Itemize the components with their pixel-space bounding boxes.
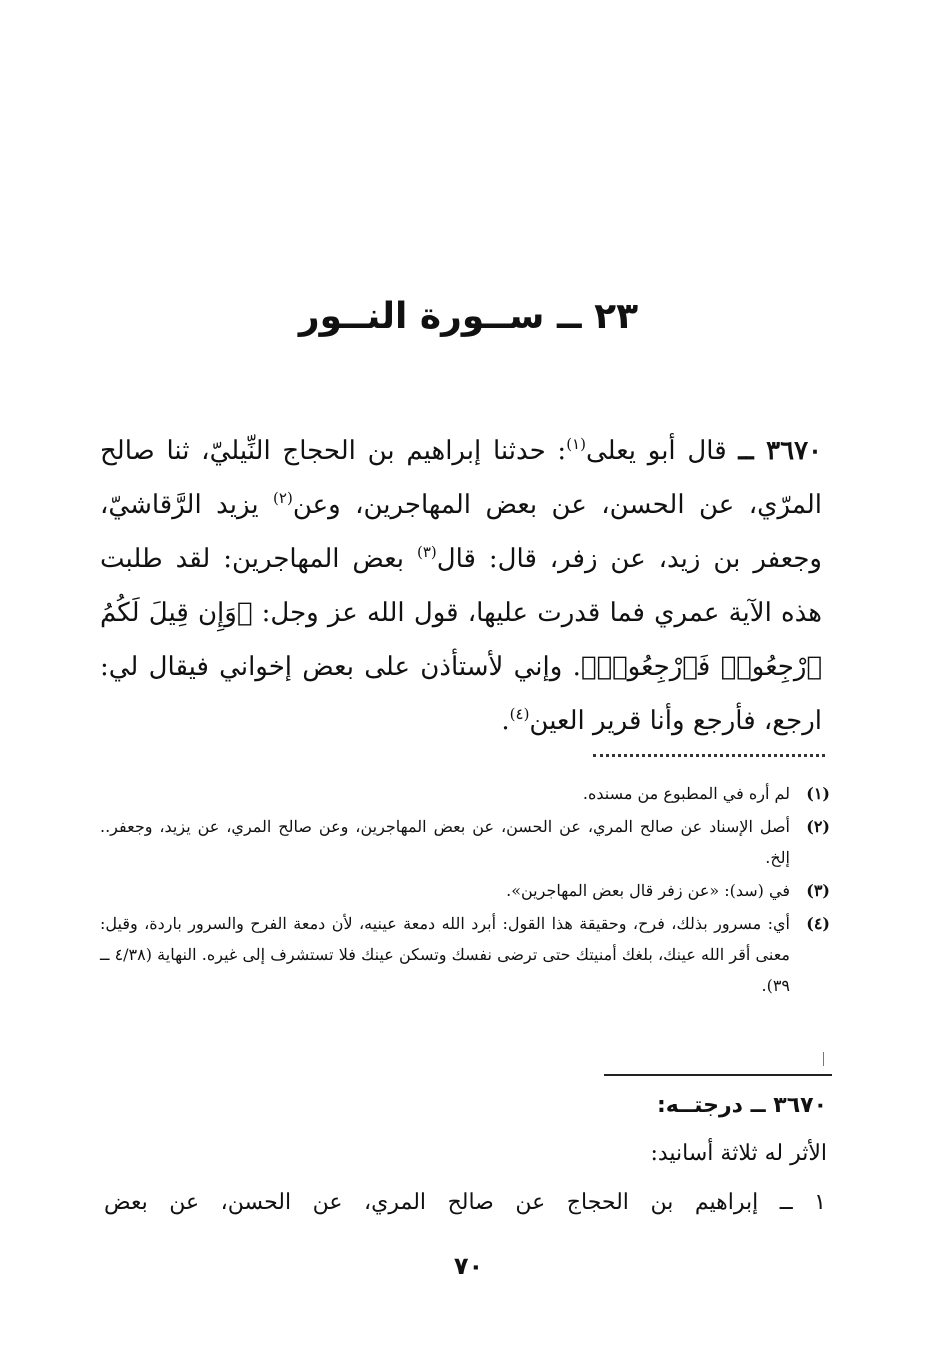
footnote-ref-2[interactable]: (٢) <box>273 489 293 507</box>
hadith-text-part-4: بعض المهاجرين: لقد طلبت هذه الآية عمري فما قدرت عليها، قول الله عز وجل: ﴿وَإِن قِيلَ لَكُمُ ٱرْجِعُوا۟ فَٱرْجِعُوا۟﴾. وإني لأستأذن على بعض إخواني فيقال لي: ارجع، فأرجع وأنا قرير العين <box>100 544 822 736</box>
footnote-item <box>100 811 830 873</box>
footnote-dotted-separator <box>593 754 825 757</box>
grade-intro: الأثر له ثلاثة أسانيد: <box>650 1141 827 1166</box>
footnote-text: أي: مسرور بذلك، فرح، وحقيقة هذا القول: أبرد الله دمعة عينيه، لأن دمعة الفرح والسرور باردة، وقيل: معنى أقر الله عينك، بلغك أمنيتك حتى ترضى نفسك وتسكن عينك فلا تستشرف إلى غيره. النهاية (٤/٣٨ ــ ٣٩). <box>100 914 790 995</box>
footnote-item <box>100 875 830 906</box>
hadith-text-part-2: : حدثنا إبراهيم بن الحجاج النِّيليّ، ثنا صالح المرّي، عن الحسن، عن بعض المهاجرين، وعن <box>100 436 823 520</box>
footnote-item <box>100 908 830 1001</box>
footnote-number: (١) <box>806 784 830 803</box>
hadith-text-part-3: يزيد الرَّقاشيّ، وجعفر بن زيد، عن زفر، قال: قال <box>100 490 822 574</box>
footnote-ref-1[interactable]: (١) <box>566 435 586 453</box>
hadith-text-part-5: . <box>501 706 510 736</box>
footnotes <box>100 778 830 1003</box>
footnote-text: في (سد): «عن زفر قال بعض المهاجرين». <box>506 881 790 900</box>
footnote-text: أصل الإسناد عن صالح المري، عن الحسن، عن بعض المهاجرين، وعن صالح المري، عن يزيد، وجعفر.. إلخ. <box>100 817 791 867</box>
footnote-ref-3[interactable]: (٣) <box>416 543 437 561</box>
footnote-ref-4[interactable]: (٤) <box>509 705 530 723</box>
footnote-number: (٢) <box>806 817 830 836</box>
grade-chain-1: ١ ــ إبراهيم بن الحجاج عن صالح المري، عن الحسن، عن بعض <box>104 1190 826 1215</box>
hadith-text-part-1: قال أبو يعلى <box>585 436 739 466</box>
page-number: ٧٠ <box>453 1252 484 1280</box>
grade-heading: ٣٦٧٠ ــ درجتــه: <box>656 1093 827 1118</box>
hadith-number: ٣٦٧٠ ــ <box>738 436 822 466</box>
surah-title: ٢٣ ــ ســورة النــور <box>298 296 639 337</box>
footnote-number: (٣) <box>806 881 830 900</box>
footnote-text: لم أره في المطبوع من مسنده. <box>582 784 790 803</box>
footnote-item <box>100 778 830 809</box>
hadith-paragraph <box>100 424 822 748</box>
hadith-text <box>100 424 822 748</box>
margin-mark <box>823 1052 824 1066</box>
section-separator <box>604 1074 832 1076</box>
footnote-number: (٤) <box>806 914 830 933</box>
